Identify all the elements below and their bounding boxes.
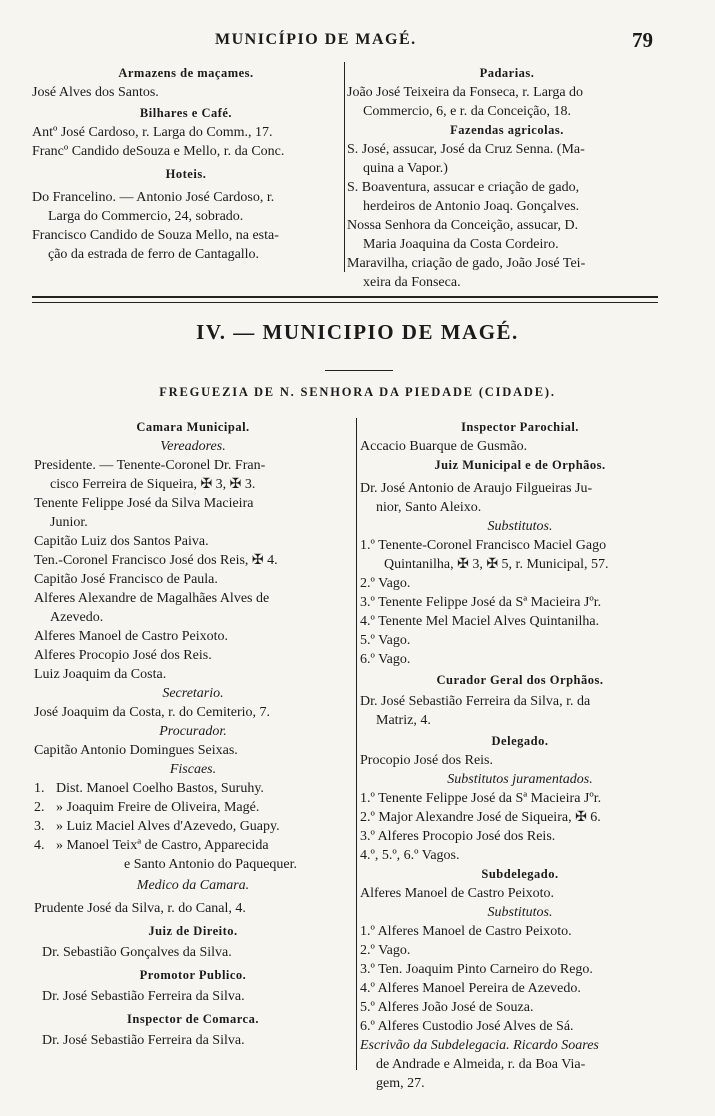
inspector-comarca-entry: Dr. José Sebastião Ferreira da Silva. xyxy=(42,1033,245,1048)
vereador-entry: Alferes Alexandre de Magalhães Alves de xyxy=(34,591,270,606)
subdelegado-entry: Alferes Manoel de Castro Peixoto. xyxy=(360,886,555,901)
fiscal-entry: 2. » Joaquim Freire de Oliveira, Magé. xyxy=(34,800,260,815)
delegado-heading: Delegado. xyxy=(491,734,549,748)
subdelegado-heading: Subdelegado. xyxy=(481,867,559,881)
hoteis-heading: Hoteis. xyxy=(165,167,207,181)
padarias-heading: Padarias. xyxy=(479,66,535,80)
fazendas-entry: Maria Joaquina da Costa Cordeiro. xyxy=(363,237,559,252)
lower-left-column xyxy=(34,418,352,1050)
lower-right-column xyxy=(360,418,680,1093)
curador-entry: Matriz, 4. xyxy=(376,713,431,728)
hoteis-entry: ção da estrada de ferro de Cantagallo. xyxy=(48,247,260,262)
escrivao-entry: gem, 27. xyxy=(376,1076,425,1091)
vereadores-heading: Vereadores. xyxy=(160,439,226,454)
freguezia-title: FREGUEZIA DE N. SENHORA DA PIEDADE (CIDADE). xyxy=(159,385,556,399)
juiz-municipal-entry: nior, Santo Aleixo. xyxy=(376,500,482,515)
substitutos-heading: Substitutos. xyxy=(487,519,553,534)
promotor-entry: Dr. José Sebastião Ferreira da Silva. xyxy=(42,989,245,1004)
escrivao-entry: Escrivão da Subdelegacia. Ricardo Soares xyxy=(360,1038,599,1053)
juiz-direito-entry: Dr. Sebastião Gonçalves da Silva. xyxy=(42,945,232,960)
vereador-entry: Tenente Felippe José da Silva Macieira xyxy=(34,496,254,511)
fazendas-entry: S. José, assucar, José da Cruz Senna. (Ma- xyxy=(347,142,585,157)
subdelegado-substituto-entry: 3.º Ten. Joaquim Pinto Carneiro do Rego. xyxy=(360,962,593,977)
curador-entry: Dr. José Sebastião Ferreira da Silva, r. da xyxy=(360,694,591,709)
substituto-juramentado-entry: 2.º Major Alexandre José de Siqueira, ✠ 6. xyxy=(360,810,601,825)
substituto-entry: 1.º Tenente-Coronel Francisco Maciel Gago xyxy=(360,538,607,553)
secretario-heading: Secretario. xyxy=(162,686,224,701)
substitutos-juramentados-heading: Substitutos juramentados. xyxy=(447,772,593,787)
substituto-juramentado-entry: 3.º Alferes Procopio José dos Reis. xyxy=(360,829,556,844)
fiscaes-heading: Fiscaes. xyxy=(169,762,217,777)
subdelegado-substituto-entry: 1.º Alferes Manoel de Castro Peixoto. xyxy=(360,924,572,939)
armazens-entry: José Alves dos Santos. xyxy=(32,85,159,100)
top-right-column xyxy=(347,64,667,292)
running-title: MUNICÍPIO DE MAGÉ. xyxy=(215,31,417,48)
armazens-heading: Armazens de maçames. xyxy=(118,66,254,80)
inspector-parochial-heading: Inspector Parochial. xyxy=(461,420,579,434)
procurador-entry: Capitão Antonio Domingues Seixas. xyxy=(34,743,238,758)
fazendas-heading: Fazendas agricolas. xyxy=(450,123,564,137)
fiscaes-list xyxy=(34,779,352,874)
page-number: 79 xyxy=(632,28,653,52)
bilhares-entry: Antº José Cardoso, r. Larga do Comm., 17. xyxy=(32,125,273,140)
bilhares-heading: Bilhares e Café. xyxy=(139,106,233,120)
page-header xyxy=(0,28,715,55)
fazendas-entry: herdeiros de Antonio Joaq. Gonçalves. xyxy=(363,199,580,214)
vereador-entry: Junior. xyxy=(50,515,88,530)
fiscal-entry: e Santo Antonio do Paquequer. xyxy=(124,857,298,872)
fiscal-entry: 4. » Manoel Teixª de Castro, Apparecida xyxy=(34,838,269,853)
column-rule-top xyxy=(344,62,345,272)
camara-heading: Camara Municipal. xyxy=(136,420,250,434)
substituto-juramentado-entry: 4.º, 5.º, 6.º Vagos. xyxy=(360,848,460,863)
medico-entry: Prudente José da Silva, r. do Canal, 4. xyxy=(34,901,246,916)
fiscal-entry: 3. » Luiz Maciel Alves d'Azevedo, Guapy. xyxy=(34,819,280,834)
short-rule xyxy=(325,370,393,371)
hoteis-entry: Do Francelino. — Antonio José Cardoso, r. xyxy=(32,190,275,205)
hoteis-entry: Francisco Candido de Souza Mello, na esta- xyxy=(32,228,279,243)
secretario-entry: José Joaquim da Costa, r. do Cemiterio, 7. xyxy=(34,705,271,720)
padarias-entry: Commercio, 6, e r. da Conceição, 18. xyxy=(363,104,571,119)
inspector-comarca-heading: Inspector de Comarca. xyxy=(127,1012,259,1026)
vereador-entry: Alferes Manoel de Castro Peixoto. xyxy=(34,629,229,644)
medico-heading: Medico da Camara. xyxy=(136,878,250,893)
column-rule-lower xyxy=(356,418,357,1070)
delegado-entry: Procopio José dos Reis. xyxy=(360,753,493,768)
substituto-entry: 6.º Vago. xyxy=(360,652,411,667)
substituto-entry: 3.º Tenente Felippe José da Sª Macieira Jºr. xyxy=(360,595,602,610)
inspector-parochial-entry: Accacio Buarque de Gusmão. xyxy=(360,439,528,454)
subdelegado-substitutos-heading: Substitutos. xyxy=(487,905,553,920)
subdelegado-substituto-entry: 5.º Alferes João José de Souza. xyxy=(360,1000,534,1015)
curador-heading: Curador Geral dos Orphãos. xyxy=(436,673,604,687)
fazendas-entry: Nossa Senhora da Conceição, assucar, D. xyxy=(347,218,579,233)
vereador-entry: Luiz Joaquim da Costa. xyxy=(34,667,167,682)
vereador-entry: Presidente. — Tenente-Coronel Dr. Fran- xyxy=(34,458,266,473)
substituto-juramentado-entry: 1.º Tenente Felippe José da Sª Macieira Jºr. xyxy=(360,791,602,806)
substituto-entry: 5.º Vago. xyxy=(360,633,411,648)
procurador-heading: Procurador. xyxy=(159,724,227,739)
vereador-entry: Capitão Luiz dos Santos Paiva. xyxy=(34,534,209,549)
vereador-entry: cisco Ferreira de Siqueira, ✠ 3, ✠ 3. xyxy=(50,477,256,492)
fazendas-entry: xeira da Fonseca. xyxy=(363,275,461,290)
subdelegado-substituto-entry: 4.º Alferes Manoel Pereira de Azevedo. xyxy=(360,981,581,996)
section-divider xyxy=(32,296,658,303)
juiz-municipal-entry: Dr. José Antonio de Araujo Filgueiras Ju- xyxy=(360,481,593,496)
substituto-entry: Quintanilha, ✠ 3, ✠ 5, r. Municipal, 57. xyxy=(384,557,609,572)
fazendas-entry: quina a Vapor.) xyxy=(363,161,448,176)
section-title: IV. — MUNICIPIO DE MAGÉ. xyxy=(196,320,519,344)
fazendas-entry: S. Boaventura, assucar e criação de gado, xyxy=(347,180,580,195)
hoteis-entry: Larga do Commercio, 24, sobrado. xyxy=(48,209,244,224)
promotor-heading: Promotor Publico. xyxy=(139,968,247,982)
substituto-entry: 2.º Vago. xyxy=(360,576,411,591)
fiscal-entry: 1. Dist. Manoel Coelho Bastos, Suruhy. xyxy=(34,781,264,796)
escrivao-entry: de Andrade e Almeida, r. da Boa Via- xyxy=(376,1057,586,1072)
juiz-municipal-heading: Juiz Municipal e de Orphãos. xyxy=(434,458,606,472)
vereador-entry: Ten.-Coronel Francisco José dos Reis, ✠ 4. xyxy=(34,553,278,568)
substituto-entry: 4.º Tenente Mel Maciel Alves Quintanilha. xyxy=(360,614,600,629)
bilhares-entry: Francº Candido deSouza e Mello, r. da Conc. xyxy=(32,144,285,159)
subdelegado-substituto-entry: 6.º Alferes Custodio José Alves de Sá. xyxy=(360,1019,574,1034)
juiz-direito-heading: Juiz de Direito. xyxy=(148,924,238,938)
fazendas-entry: Maravilha, criação de gado, João José Tei- xyxy=(347,256,586,271)
vereador-entry: Alferes Procopio José dos Reis. xyxy=(34,648,212,663)
top-left-column xyxy=(32,64,340,264)
vereador-entry: Azevedo. xyxy=(50,610,104,625)
vereador-entry: Capitão José Francisco de Paula. xyxy=(34,572,218,587)
subdelegado-substituto-entry: 2.º Vago. xyxy=(360,943,411,958)
padarias-entry: João José Teixeira da Fonseca, r. Larga do xyxy=(347,85,584,100)
